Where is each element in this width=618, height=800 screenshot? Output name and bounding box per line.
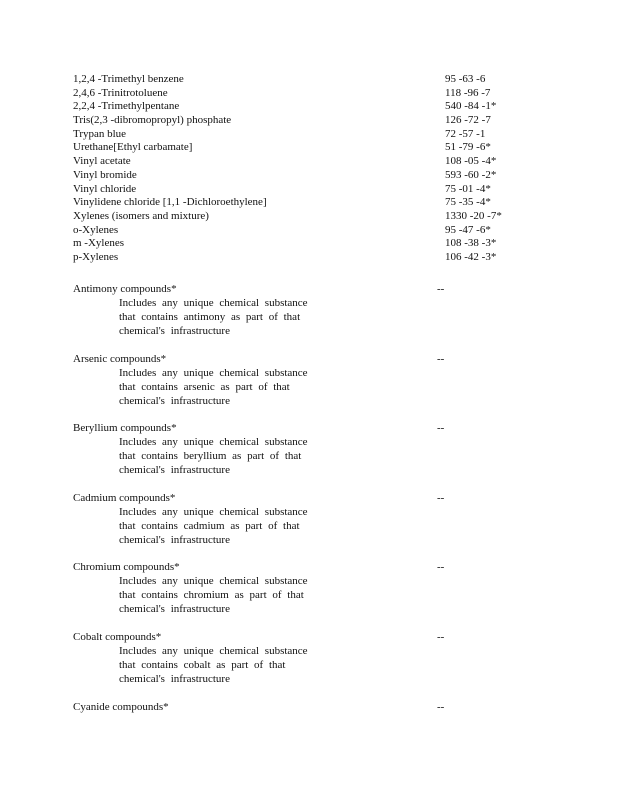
chemical-name: Vinyl chloride <box>73 182 137 195</box>
cas-placeholder: -- <box>437 700 445 713</box>
chemical-row <box>73 183 513 197</box>
cas-number: 95 -63 -6 <box>445 73 486 85</box>
cas-number: 106 -42 -3* <box>445 250 497 263</box>
compound-group-name: Cyanide compounds* <box>73 700 169 713</box>
compound-groups <box>73 282 473 769</box>
chemical-row <box>73 169 513 183</box>
chemical-row <box>73 73 513 87</box>
chemical-name: Trypan blue <box>73 127 127 140</box>
chemical-name: 1,2,4 -Trimethyl benzene <box>73 73 184 85</box>
cas-number: 540 -84 -1* <box>445 100 497 113</box>
compound-group-description: Includes any unique chemical substance that contains cobalt as part of that chemical's infrastructure <box>119 644 308 685</box>
cas-placeholder: -- <box>437 630 445 643</box>
chemical-row <box>73 87 513 101</box>
compound-group <box>73 700 473 770</box>
cas-number: 95 -47 -6* <box>445 223 491 236</box>
chemical-name: Vinylidene chloride [1,1 -Dichloroethylene] <box>73 196 267 209</box>
chemical-row <box>73 224 513 238</box>
chemical-name: Xylenes (isomers and mixture) <box>73 209 209 222</box>
chemical-name: 2,2,4 -Trimethylpentane <box>73 100 180 113</box>
compound-group <box>73 560 473 630</box>
compound-group-name: Antimony compounds* <box>73 283 177 295</box>
compound-group-name: Chromium compounds* <box>73 561 180 574</box>
chemical-name: Vinyl bromide <box>73 168 137 181</box>
compound-group-description: Includes any unique chemical substance that contains cadmium as part of that chemical's infrastructure <box>119 505 308 546</box>
chemical-name: p-Xylenes <box>73 250 119 263</box>
compound-group-name: Cobalt compounds* <box>73 630 162 643</box>
cas-placeholder: -- <box>437 561 445 574</box>
compound-group-name: Beryllium compounds* <box>73 422 177 435</box>
chemical-row <box>73 196 513 210</box>
compound-group-description: Includes any unique chemical substance that contains chromium as part of that chemical's infrastructure <box>119 575 308 616</box>
chemical-row <box>73 155 513 169</box>
cas-number: 51 -79 -6* <box>445 141 491 154</box>
compound-group-description: Includes any unique chemical substance that contains antimony as part of that chemical's infrastructure <box>119 297 308 337</box>
chemical-row <box>73 210 513 224</box>
compound-group <box>73 352 473 422</box>
compound-group-description: Includes any unique chemical substance that contains beryllium as part of that chemical's infrastructure <box>119 436 308 477</box>
chemical-name: m -Xylenes <box>73 237 125 250</box>
compound-group-description: Includes any unique chemical substance that contains arsenic as part of that chemical's infrastructure <box>119 366 308 407</box>
chemical-name: 2,4,6 -Trinitrotoluene <box>73 86 168 99</box>
compound-group-name: Cadmium compounds* <box>73 491 176 504</box>
chemical-row <box>73 128 513 142</box>
cas-number: 1330 -20 -7* <box>445 209 502 222</box>
compound-group <box>73 421 473 491</box>
chemical-row <box>73 114 513 128</box>
chemical-row <box>73 100 513 114</box>
chemical-name: Urethane[Ethyl carbamate] <box>73 141 193 154</box>
cas-number: 72 -57 -1 <box>445 127 486 140</box>
chemical-row <box>73 251 513 265</box>
chemical-list <box>73 73 513 265</box>
chemical-row <box>73 141 513 155</box>
chemical-row <box>73 237 513 251</box>
cas-number: 75 -35 -4* <box>445 196 491 209</box>
compound-group <box>73 630 473 700</box>
chemical-name: Tris(2,3 -dibromopropyl) phosphate <box>73 114 232 127</box>
cas-number: 118 -96 -7 <box>445 86 491 99</box>
cas-placeholder: -- <box>437 422 445 435</box>
compound-group <box>73 491 473 561</box>
compound-group-name: Arsenic compounds* <box>73 352 167 365</box>
cas-placeholder: -- <box>437 491 445 504</box>
cas-placeholder: -- <box>437 352 445 365</box>
cas-placeholder: -- <box>437 283 445 295</box>
cas-number: 108 -05 -4* <box>445 155 497 168</box>
chemical-name: o-Xylenes <box>73 223 119 236</box>
cas-number: 108 -38 -3* <box>445 237 497 250</box>
chemical-name: Vinyl acetate <box>73 155 131 168</box>
cas-number: 75 -01 -4* <box>445 182 491 195</box>
compound-group <box>73 282 473 352</box>
cas-number: 126 -72 -7 <box>445 114 491 127</box>
cas-number: 593 -60 -2* <box>445 168 497 181</box>
